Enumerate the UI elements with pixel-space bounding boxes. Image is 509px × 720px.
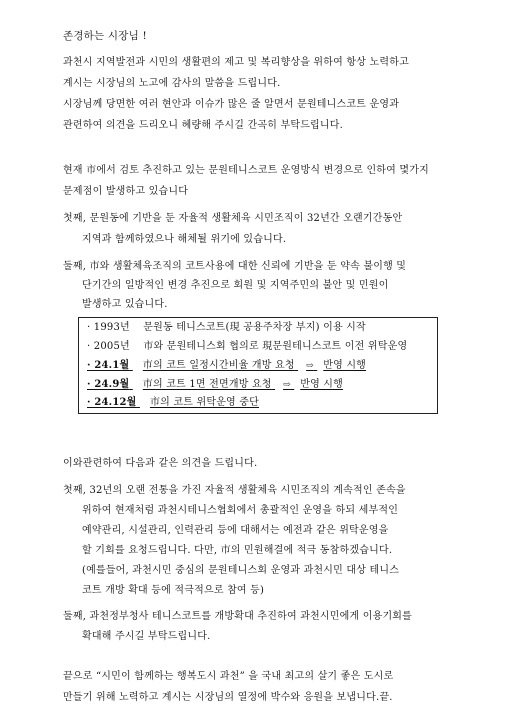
timeline-text: 市의 코트 일정시간비율 개방 요청 [142,360,295,371]
timeline-date: · 24.9월 [87,379,130,390]
transition-line: 이와관련하여 다음과 같은 의견을 드립니다. [63,458,258,469]
second-point-line-1: 둘째, 市와 생활체육조직의 코트사용에 대한 신뢰에 기반을 둔 약속 불이행 및 [63,261,407,272]
second-point-line-3: 발생하고 있습니다. [82,299,168,310]
timeline-item [87,342,407,352]
timeline-date: · 24.12월 [87,397,137,408]
intro-line-2: 계시는 시장님의 노고에 감사의 말씀을 드립니다. [63,78,281,89]
greeting: 존경하는 시장님 ! [63,30,147,42]
intro-line-3: 시장님께 당면한 여러 현안과 이슈가 많은 줄 알면서 문원테니스코트 운영과 [63,99,400,110]
timeline-item [87,323,366,333]
timeline-item [87,398,259,408]
opinion-1-line-4: 할 기회를 요청드립니다. 다만, 市의 민원해결에 적극 동참하겠습니다. [82,545,393,556]
second-point-line-2: 단기간의 일방적인 변경 추진으로 회원 및 지역주민의 불안 및 민원이 [82,280,389,291]
timeline-date: · 1993년 [87,322,130,333]
intro-line-4: 관련하여 의견을 드리오니 혜량해 주시길 간곡히 부탁드립니다. [63,120,344,131]
right-arrow-icon: ⇨ [283,380,291,390]
timeline-box [78,317,438,414]
issue-line-1: 현재 市에서 검토 추진하고 있는 문원테니스코트 운영방식 변경으로 인하여 몇가지 [63,165,429,176]
closing-line-1: 끝으로 “시민이 함께하는 행복도시 과천” 을 국내 최고의 살기 좋은 도시로 [63,671,394,682]
right-arrow-icon: ⇨ [306,361,314,371]
opinion-1-line-3: 예약관리, 시설관리, 인력관리 등에 대해서는 예전과 같은 위탁운영을 [82,525,389,536]
opinion-2-line-1: 둘째, 과천정부청사 테니스코트를 개방확대 추진하여 과천시민에게 이용기회를 [63,611,413,622]
timeline-date: · 2005년 [87,341,130,352]
opinion-1-line-2: 위하여 현재처럼 과천시테니스협회에서 총괄적인 운영을 하되 세부적인 [82,505,399,516]
opinion-1-line-1: 첫째, 32년의 오랜 전통을 가진 자율적 생활체육 시민조직의 계속적인 존속을 [63,485,406,496]
timeline-text: 市의 코트 위탁운영 중단 [149,397,260,408]
timeline-text: 문원동 테니스코트(現 공용주차장 부지) 이용 시작 [143,322,366,333]
closing-line-2: 만들기 위해 노력하고 계시는 시장님의 열정에 박수와 응원을 보냅니다.끝. [63,692,393,703]
issue-line-2: 문제점이 발생하고 있습니다 [63,186,189,197]
opinion-1-line-6: 코트 개방 확대 등에 적극적으로 참여 등) [82,585,265,596]
timeline-item [87,380,343,390]
timeline-text: 市와 문원테니스회 협의로 現문원테니스코트 이전 위탁운영 [143,341,408,352]
opinion-2-line-2: 확대해 주시길 부탁드립니다. [82,631,211,642]
timeline-item [87,361,366,371]
opinion-1-line-5: (예를들어, 과천시민 중심의 문원테니스회 운영과 과천시민 대상 테니스 [82,565,400,576]
timeline-date: · 24.1월 [87,360,130,371]
intro-line-1: 과천시 지역발전과 시민의 생활편의 제고 및 복리향상을 위하여 항상 노력하고 [63,57,409,68]
timeline-result: 반영 시행 [300,379,344,390]
first-point-line-2: 지역과 함께하였으나 해체될 위기에 있습니다. [82,234,287,245]
first-point-line-1: 첫째, 문원동에 기반을 둔 자율적 생활체육 시민조직이 32년간 오랜기간동안 [63,213,403,224]
timeline-text: 市의 코트 1면 전면개방 요청 [142,379,272,390]
timeline-result: 반영 시행 [323,360,367,371]
